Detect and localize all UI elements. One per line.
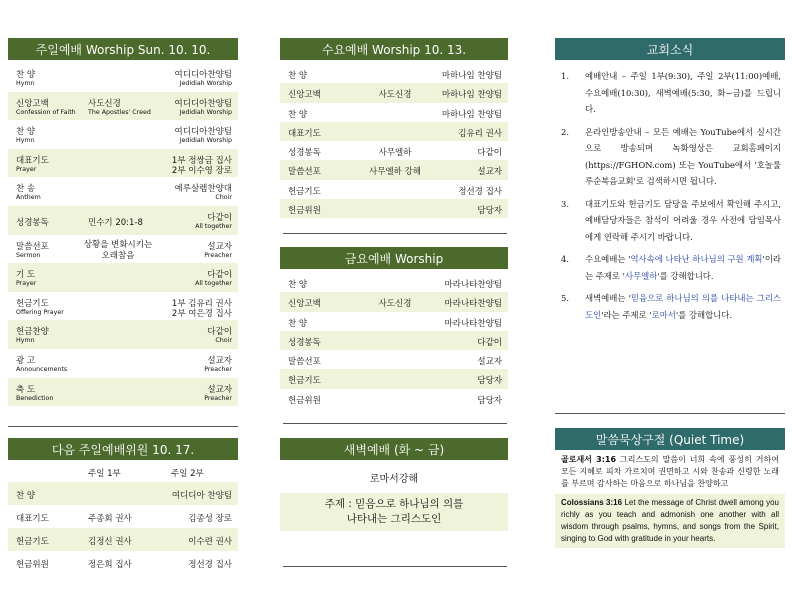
korean-verse-text: 그리스도의 말씀이 너희 속에 풍성히 거하여 모든 지혜로 피차 가르치며 권면하고 시와 찬송과 신령한 노래를 부르며 감사하는 마음으로 하나님을 찬양하고: [561, 455, 779, 488]
service-2-assignee: 정선경 집사: [188, 560, 232, 570]
service-2-assignee: 김종성 장로: [188, 514, 232, 524]
order-item-english: Hymn: [16, 337, 35, 345]
order-item-leader: 설교자: [477, 167, 502, 178]
order-row: [280, 312, 508, 331]
order-item-leader: 설교자: [207, 241, 232, 252]
next-sunday-list: [8, 482, 238, 574]
dawn-subtitle: 로마서강해: [369, 474, 419, 485]
divider: [283, 423, 507, 424]
order-item-label: 말씀선포: [288, 357, 321, 368]
news-highlight-theme: 믿음으로 하나님의 의를 나타내는 그리스도인: [585, 293, 782, 320]
order-item-label: 찬 양: [288, 109, 308, 120]
order-item-leader: 여디디아찬양팀: [174, 70, 232, 80]
quiet-time-section: [555, 428, 785, 548]
table-row: [8, 551, 238, 574]
news-item-number: 1.: [561, 71, 569, 81]
sermon-title: 상황을 변화시키는: [83, 239, 153, 250]
order-row: [280, 199, 508, 218]
order-item-leader: 예루살렘찬양대: [174, 184, 232, 195]
order-item-label: 헌금위원: [288, 206, 321, 217]
news-item: [555, 196, 785, 246]
role-label: 헌금위원: [16, 560, 49, 570]
order-item-detail-english: The Apostles' Creed: [88, 108, 151, 116]
next-sunday-header-row: [8, 460, 238, 482]
order-row: [8, 349, 238, 378]
order-item-label: 성경봉독: [288, 337, 321, 348]
order-row: [8, 120, 238, 149]
news-item-number: 5.: [561, 293, 569, 303]
order-row: [280, 369, 508, 388]
news-text-part: '이라는 주제로 ': [585, 254, 781, 281]
order-item-label: 대표기도: [288, 128, 321, 139]
wednesday-worship-title: 수요예배 Worship 10. 13.: [280, 38, 508, 60]
order-row: [8, 292, 238, 321]
order-item-english: Prayer: [16, 280, 37, 288]
order-item-label: 헌금기도: [288, 186, 321, 197]
news-item-text: [577, 290, 781, 323]
sunday-order-list: [8, 63, 238, 406]
order-item-leader: 담당자: [477, 395, 502, 406]
role-label: 대표기도: [16, 514, 49, 524]
order-item-leader-sub: Preacher: [204, 251, 232, 259]
order-item-leader: 여디디아찬양팀: [174, 127, 232, 138]
order-item-leader: 1부 정쌍금 집사: [171, 155, 232, 166]
news-item: [555, 68, 785, 118]
order-item-leader: 다같이: [477, 337, 502, 348]
order-item-leader-sub: All together: [195, 280, 232, 288]
order-item-label: 찬 송: [16, 184, 36, 195]
order-row: [8, 63, 238, 92]
wednesday-order-list: [280, 64, 508, 218]
order-item-leader-sub: Choir: [215, 337, 232, 345]
order-item-leader: 마하나임 찬양팀: [441, 71, 502, 81]
order-row: [280, 64, 508, 83]
service-1-assignee: 정은희 집사: [88, 560, 132, 570]
order-item-english: Announcements: [16, 365, 68, 373]
divider: [283, 566, 507, 567]
order-item-english: Hymn: [16, 137, 35, 145]
church-news-title: 교회소식: [555, 38, 785, 60]
order-row: [280, 83, 508, 102]
order-item-leader: 정선경 집사: [458, 186, 502, 197]
news-item: [555, 290, 785, 323]
friday-order-list: [280, 273, 508, 408]
order-item-detail: 사무엘하 강해: [369, 167, 421, 178]
order-row: [8, 235, 238, 264]
table-row: [8, 528, 238, 551]
order-item-leader: 담당자: [477, 376, 502, 387]
order-item-leader: 마라나타찬양팀: [444, 318, 502, 329]
news-item-text: 대표기도와 헌금기도 담당을 주보에서 확인해 주시고, 예배담당자들은 참석이 어려울 경우 사전에 담임목사에게 연락해 주시기 바랍니다.: [585, 198, 781, 242]
order-item-english: Benediction: [16, 394, 54, 402]
news-text-part: '를 강해합니다.: [675, 309, 733, 320]
order-row: [280, 273, 508, 292]
order-item-label: 신앙고백: [288, 299, 321, 310]
church-news-list: [555, 68, 785, 323]
news-item-text: [577, 251, 781, 284]
news-item-text: 예배안내 – 주일 1부(9:30), 주일 2부(11:00)예배, 수요예배(10:30), 새벽예배(5:30, 화~금)를 드립니다.: [585, 71, 781, 114]
news-item-text: 온라인방송안내 – 모든 예배는 YouTube에서 실시간으로 방송되며 녹화영상은 교회홈페이지(https://FGHON.com) 또는 YouTube에서 '호놀룰루순복음교회'로 검색하시면 됩니다.: [585, 126, 781, 186]
order-row: [280, 122, 508, 141]
order-item-label: 대표기도: [16, 155, 49, 166]
order-item-label: 신앙고백: [16, 98, 49, 109]
order-item-label: 찬 양: [16, 70, 36, 80]
order-item-leader: 마라나타찬양팀: [444, 280, 502, 290]
order-item-detail: 사도신경: [378, 299, 412, 310]
order-row: [280, 103, 508, 122]
dawn-theme-line-2: 나타내는 그리스도인: [346, 513, 442, 525]
order-item-leader: 다같이: [207, 327, 232, 338]
order-item-english: Hymn: [16, 80, 35, 87]
order-item-label: 성경봉독: [16, 217, 49, 228]
news-item-number: 3.: [561, 198, 569, 209]
service-2-heading: 주일 2부: [171, 469, 204, 479]
english-verse-reference: Colossians 3:16: [561, 498, 623, 507]
news-text-part: '라는 주제로 ': [601, 309, 652, 320]
order-item-label: 광 고: [16, 355, 36, 366]
order-item-leader: 다같이: [207, 212, 232, 223]
order-row: [8, 206, 238, 235]
order-item-label: 축 도: [16, 384, 36, 395]
news-item-number: 2.: [561, 126, 569, 137]
order-item-leader-sub: Jedidiah Worship: [179, 80, 232, 87]
order-item-label: 헌금위원: [288, 395, 321, 406]
order-item-label: 기 도: [16, 270, 36, 281]
order-item-label: 헌금기도: [288, 376, 321, 387]
order-item-leader: 담당자: [477, 206, 502, 217]
order-item-english: Sermon: [16, 251, 41, 259]
order-row: [8, 92, 238, 121]
service-1-assignee: 주종회 권사: [88, 514, 132, 524]
order-item-leader: 다같이: [207, 270, 232, 281]
role-label: 헌금기도: [16, 537, 49, 547]
news-text-part: 수요예배는 ': [585, 254, 631, 264]
order-row: [280, 180, 508, 199]
order-item-leader-sub: Choir: [215, 194, 232, 202]
dawn-theme: [280, 493, 508, 531]
order-row: [8, 263, 238, 292]
order-row: [280, 141, 508, 160]
english-verse-text: Let the message of Christ dwell among you richly as you teach and admonish one another with all wisdom through psalms, hymns, and songs from the Spirit, singing to God with gratitude in your hearts.: [561, 498, 779, 543]
order-row: [8, 177, 238, 206]
sermon-title-line-2: 오래참음: [101, 250, 135, 261]
news-highlight-book: 사무엘하: [625, 270, 658, 281]
order-item-leader: 여디디아찬양팀: [174, 98, 232, 109]
next-sunday-title: 다음 주일예배위원 10. 17.: [8, 438, 238, 460]
order-item-leader: 설교자: [207, 355, 232, 366]
quiet-time-title: 말씀묵상구절 (Quiet Time): [555, 428, 785, 450]
order-item-label: 성경봉독: [288, 148, 321, 159]
order-row: [8, 149, 238, 178]
order-item-leader-sub: All together: [195, 222, 232, 230]
news-text-part: 새벽예배는 ': [585, 293, 631, 303]
news-highlight-book: 로마서: [651, 309, 676, 320]
role-label: 찬 양: [16, 491, 36, 501]
service-1-heading: 주일 1부: [88, 469, 121, 479]
order-item-leader: 1부 김유리 권사: [171, 298, 232, 309]
order-item-label: 찬 양: [288, 280, 308, 290]
sunday-worship-section: [8, 38, 238, 406]
sunday-worship-title: 주일예배 Worship Sun. 10. 10.: [8, 38, 238, 60]
order-item-label: 말씀선포: [288, 167, 321, 178]
order-item-label: 신앙고백: [288, 90, 321, 101]
news-item: [555, 124, 785, 190]
order-item-leader: 마하나임 찬양팀: [441, 90, 502, 101]
order-item-leader: 마하나임 찬양팀: [441, 109, 502, 120]
korean-verse-reference: 골로새서 3:16: [561, 455, 617, 464]
order-item-leader: 설교자: [477, 357, 502, 368]
order-item-detail: 사무엘하: [378, 148, 412, 159]
service-2-assignee: 여디디아 찬양팀: [171, 491, 232, 501]
order-row: [280, 350, 508, 369]
order-item-english: Confession of Faith: [16, 108, 76, 116]
friday-worship-title: 금요예배 Worship: [280, 247, 508, 269]
dawn-theme-line-1: 주제 : 믿음으로 하나님의 의를: [324, 498, 464, 510]
order-item-leader: 다같이: [477, 148, 502, 159]
news-item: [555, 251, 785, 284]
divider: [283, 233, 507, 234]
quiet-time-english: [555, 494, 785, 548]
order-item-leader: 마라나타찬양팀: [444, 299, 502, 310]
dawn-worship-section: [280, 438, 508, 531]
news-highlight-theme: 역사속에 나타난 하나님의 구원 계획: [630, 254, 763, 264]
table-row: [8, 482, 238, 505]
order-item-leader-sub: 2부 이수영 장로: [171, 165, 232, 176]
service-2-assignee: 이수련 권사: [188, 537, 232, 547]
order-item-detail: 사도신경: [88, 98, 121, 109]
next-sunday-section: [8, 438, 238, 574]
order-row: [8, 378, 238, 407]
order-item-leader-sub: 2부 여은경 집사: [171, 308, 232, 319]
friday-worship-section: [280, 247, 508, 408]
order-item-english: Prayer: [16, 165, 37, 173]
order-item-leader-sub: Preacher: [204, 365, 232, 373]
order-item-label: 찬 양: [16, 127, 36, 138]
divider: [555, 413, 785, 414]
order-item-leader-sub: Preacher: [204, 394, 232, 402]
order-item-label: 말씀선포: [16, 241, 49, 252]
table-row: [8, 505, 238, 528]
order-item-leader-sub: Jedidiah Worship: [179, 108, 232, 116]
order-row: [280, 331, 508, 350]
order-row: [280, 389, 508, 408]
quiet-time-korean: [555, 450, 785, 494]
order-row: [8, 320, 238, 349]
order-item-leader: 김유리 권사: [458, 128, 502, 139]
order-item-label: 찬 양: [288, 318, 308, 329]
church-news-section: [555, 38, 785, 329]
order-item-leader-sub: Jedidiah Worship: [179, 137, 232, 145]
order-item-detail: 사도신경: [378, 90, 412, 101]
order-item-label: 헌금찬양: [16, 327, 49, 338]
divider: [8, 426, 238, 427]
wednesday-worship-section: [280, 38, 508, 218]
order-row: [280, 160, 508, 179]
order-item-english: Offering Prayer: [16, 308, 64, 316]
order-item-label: 헌금기도: [16, 298, 49, 309]
order-item-label: 찬 양: [288, 71, 308, 81]
order-item-leader: 설교자: [207, 384, 232, 395]
dawn-worship-title: 새벽예배 (화 ~ 금): [280, 438, 508, 460]
order-item-detail: 민수기 20:1-8: [88, 217, 143, 228]
order-item-english: Anthem: [16, 194, 41, 202]
service-1-assignee: 김정신 권사: [88, 537, 132, 547]
news-text-part: '를 강해합니다.: [657, 270, 714, 281]
news-item-number: 4.: [561, 254, 569, 264]
order-row: [280, 292, 508, 311]
